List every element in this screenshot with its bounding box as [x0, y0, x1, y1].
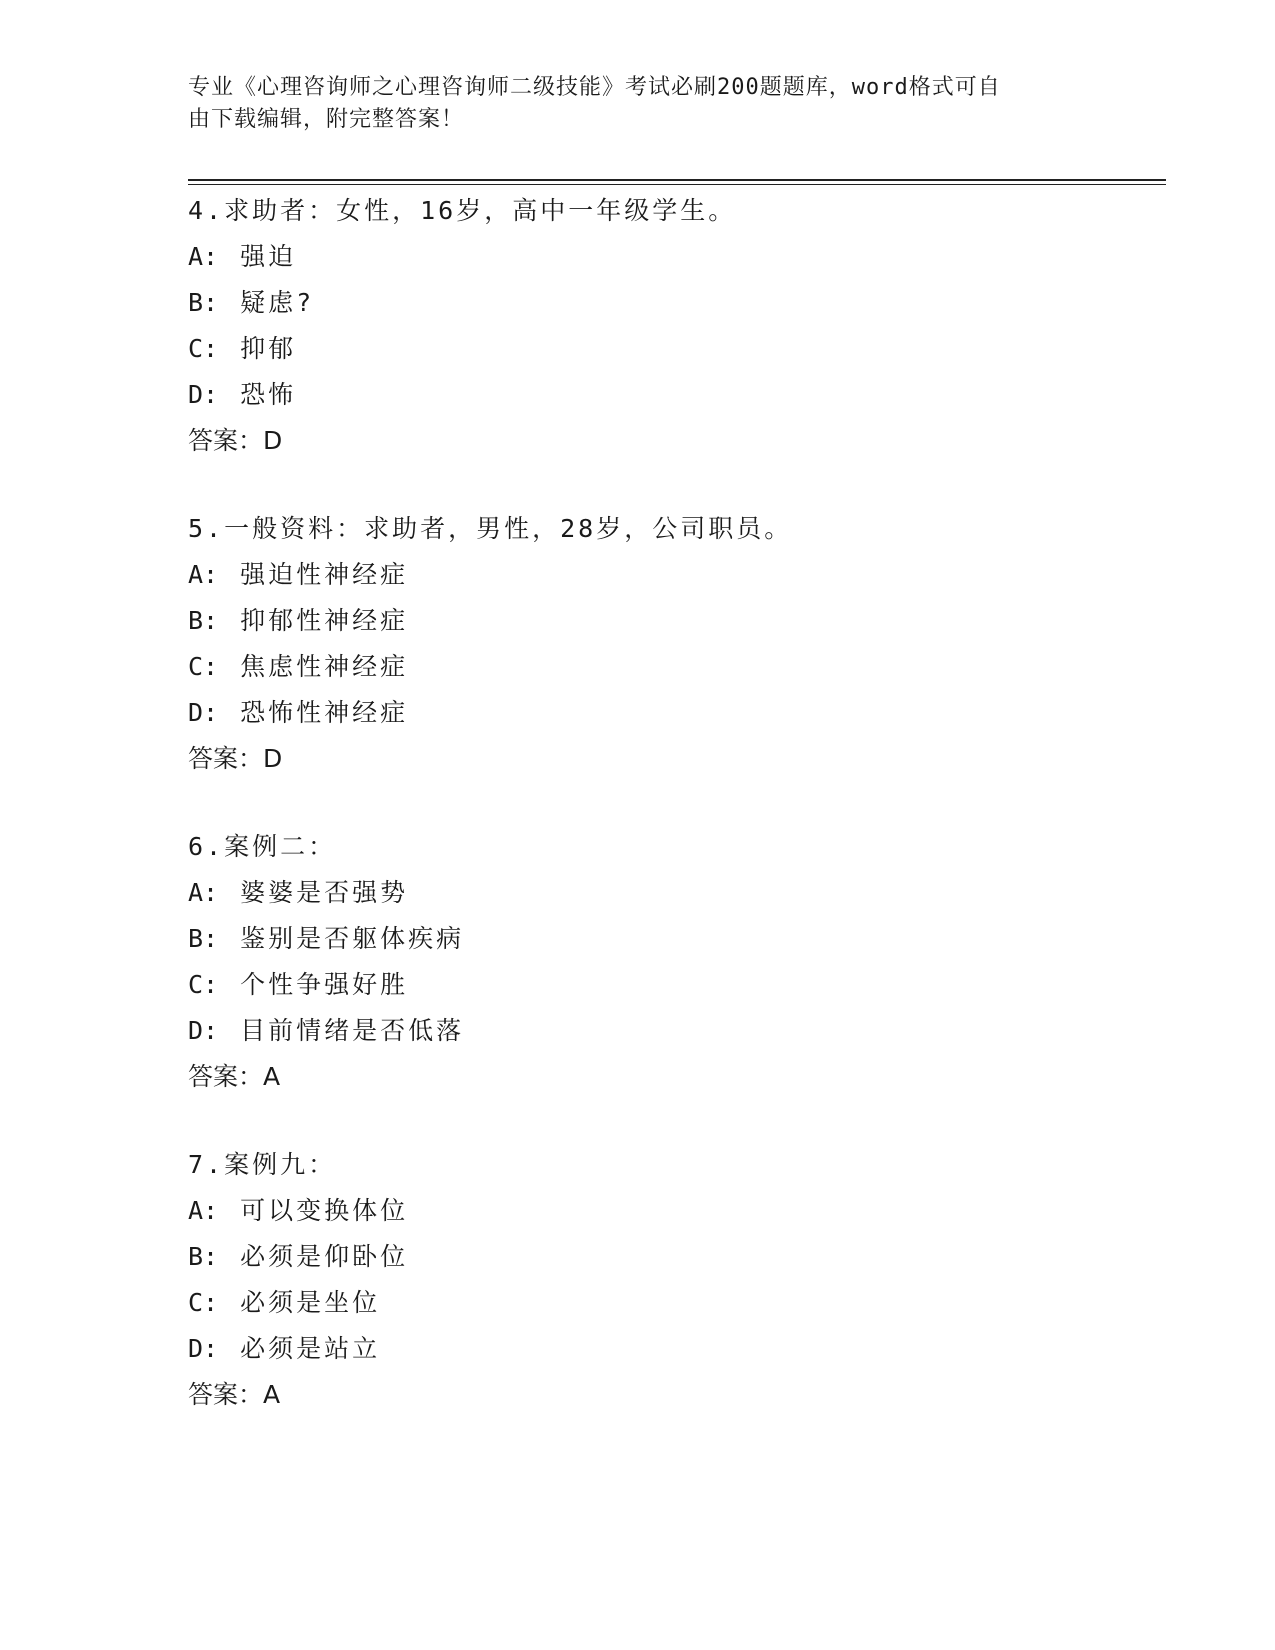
option-text: 恐怖性神经症 — [240, 698, 409, 727]
option-label: B: — [188, 924, 219, 953]
option-b — [188, 1234, 1168, 1280]
option-c — [188, 644, 1168, 690]
option-label: D: — [188, 1334, 219, 1363]
option-c — [188, 326, 1168, 372]
option-label: C: — [188, 1288, 219, 1317]
option-a — [188, 552, 1168, 598]
option-b — [188, 280, 1168, 326]
option-a — [188, 234, 1168, 280]
option-text: 必须是坐位 — [240, 1288, 381, 1317]
option-text: 抑郁性神经症 — [240, 606, 409, 635]
option-label: C: — [188, 970, 219, 999]
option-text: 鉴别是否躯体疾病 — [240, 924, 465, 953]
option-text: 婆婆是否强势 — [240, 878, 409, 907]
option-label: D: — [188, 380, 219, 409]
option-c — [188, 962, 1168, 1008]
option-a — [188, 870, 1168, 916]
option-d — [188, 1326, 1168, 1372]
option-d — [188, 690, 1168, 736]
option-b — [188, 916, 1168, 962]
option-label: A: — [188, 242, 219, 271]
question-4 — [188, 188, 1168, 464]
option-text: 目前情绪是否低落 — [240, 1016, 465, 1045]
answer-line: 答案：A — [188, 1380, 281, 1409]
option-text: 抑郁 — [240, 334, 297, 363]
question-stem: 6.案例二： — [188, 832, 337, 861]
option-label: B: — [188, 288, 219, 317]
option-text: 个性争强好胜 — [240, 970, 409, 999]
option-c — [188, 1280, 1168, 1326]
option-label: D: — [188, 1016, 219, 1045]
option-label: A: — [188, 560, 219, 589]
option-text: 恐怖 — [240, 380, 297, 409]
option-a — [188, 1188, 1168, 1234]
header-line-2: 由下载编辑，附完整答案！ — [188, 107, 465, 132]
option-text: 强迫性神经症 — [240, 560, 409, 589]
option-label: B: — [188, 1242, 219, 1271]
header-line-1: 专业《心理咨询师之心理咨询师二级技能》考试必刷200题题库，word格式可自 — [188, 75, 1001, 100]
option-text: 焦虑性神经症 — [240, 652, 409, 681]
option-d — [188, 1008, 1168, 1054]
answer-line: 答案：A — [188, 1062, 281, 1091]
answer-line: 答案：D — [188, 426, 283, 455]
answer-line: 答案：D — [188, 744, 283, 773]
option-label: A: — [188, 878, 219, 907]
question-stem: 7.案例九： — [188, 1150, 337, 1179]
question-stem: 4.求助者：女性，16岁，高中一年级学生。 — [188, 196, 737, 225]
question-7 — [188, 1142, 1168, 1418]
option-label: C: — [188, 652, 219, 681]
option-text: 强迫 — [240, 242, 297, 271]
option-text: 可以变换体位 — [240, 1196, 409, 1225]
question-6 — [188, 824, 1168, 1100]
header-divider-thick — [188, 179, 1166, 181]
option-label: D: — [188, 698, 219, 727]
question-stem: 5.一般资料：求助者，男性，28岁，公司职员。 — [188, 514, 793, 543]
header-divider-thin — [188, 184, 1166, 185]
option-d — [188, 372, 1168, 418]
option-b — [188, 598, 1168, 644]
option-text: 必须是站立 — [240, 1334, 381, 1363]
option-text: 必须是仰卧位 — [240, 1242, 409, 1271]
document-header — [188, 72, 1088, 136]
option-text: 疑虑? — [240, 288, 315, 317]
option-label: C: — [188, 334, 219, 363]
option-label: A: — [188, 1196, 219, 1225]
question-list — [188, 188, 1168, 1460]
option-label: B: — [188, 606, 219, 635]
question-5 — [188, 506, 1168, 782]
